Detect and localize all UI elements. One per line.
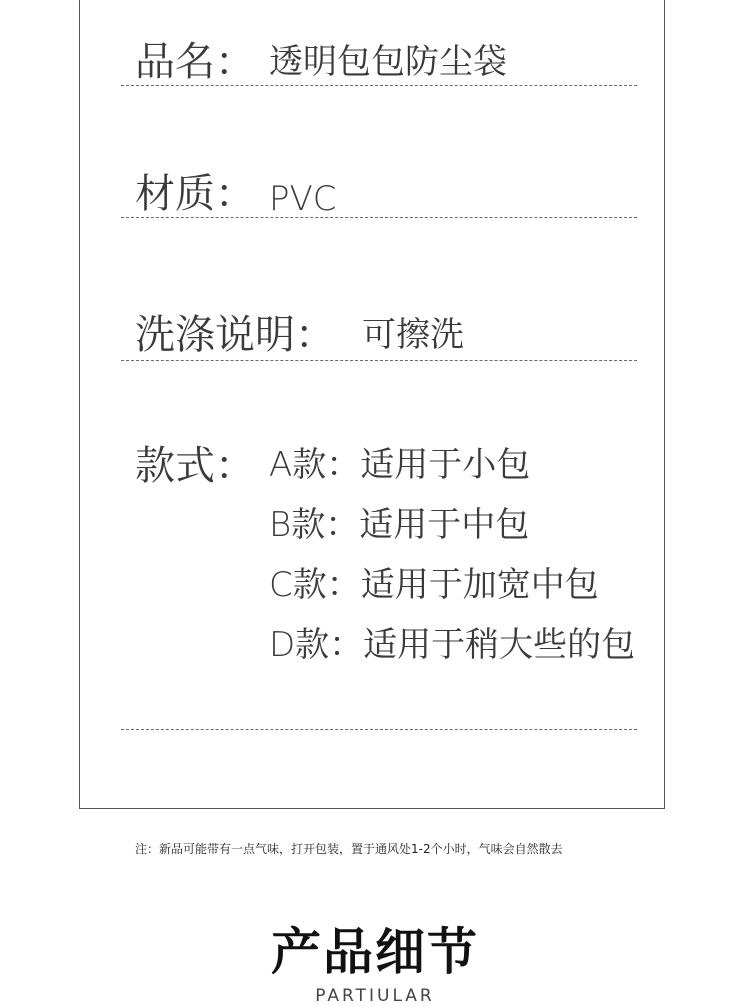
style-item-b: B款：适用于中包 <box>269 505 530 545</box>
name-label: 品名： <box>135 39 255 85</box>
smell-note: 注：新品可能带有一点气味，打开包装，置于通风处1-2个小时，气味会自然散去 <box>135 842 563 856</box>
wash-value: 可擦洗 <box>362 315 464 355</box>
divider-material <box>121 217 637 218</box>
wash-label: 洗涤说明： <box>135 312 335 358</box>
divider-name <box>121 85 637 86</box>
name-value: 透明包包防尘袋 <box>269 42 507 82</box>
section-title: 产品细节 <box>271 923 479 981</box>
style-item-a: A款：适用于小包 <box>269 445 531 485</box>
material-label: 材质： <box>135 171 255 217</box>
divider-wash <box>121 360 637 361</box>
divider-style <box>121 729 637 730</box>
spec-box <box>79 0 665 809</box>
section-subtitle: PARTIULAR <box>315 986 435 1006</box>
style-label: 款式： <box>135 443 255 489</box>
style-item-d: D款：适用于稍大些的包 <box>269 625 636 665</box>
material-value: PVC <box>269 179 337 219</box>
style-item-c: C款：适用于加宽中包 <box>269 565 599 605</box>
